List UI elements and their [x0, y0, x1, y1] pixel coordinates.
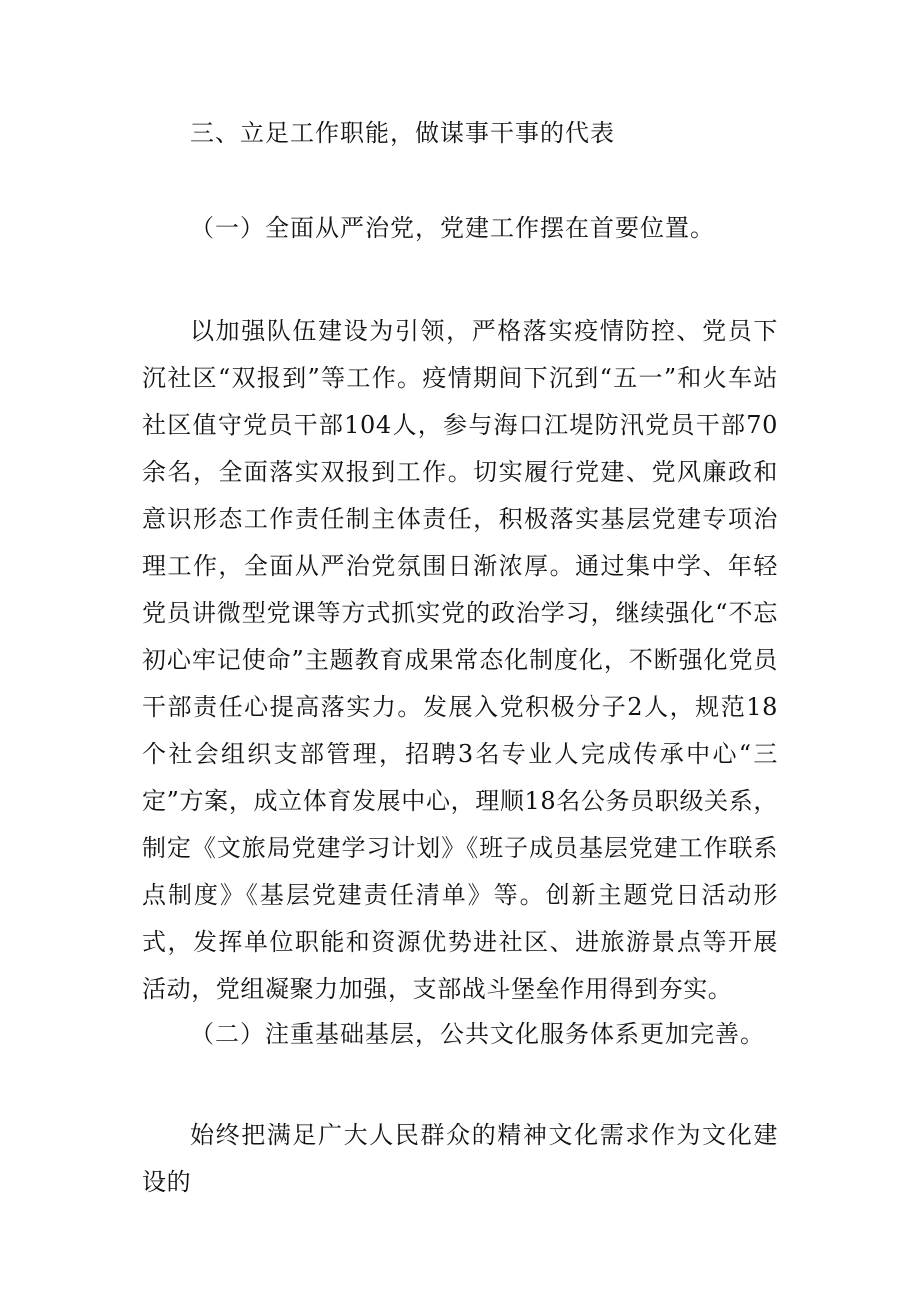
paragraph-1: 以加强队伍建设为引领，严格落实疫情防控、党员下沉社区“双报到”等工作。疫情期间下沉到“五一”和火车站社区值守党员干部104人，参与海口江堤防汛党员干部70余名，全面落实双报到工作。切实履行党建、党风廉政和意识形态工作责任制主体责任，积极落实基层党建专项治理工作，全面从严治党氛围日渐浓厚。通过集中学、年轻党员讲微型党课等方式抓实党的政治学习，继续强化“不忘初心牢记使命”主题教育成果常态化制度化，不断强化党员干部责任心提高落实力。发展入党积极分子2人，规范18个社会组织支部管理，招聘3名专业人完成传承中心“三定”方案，成立体育发展中心，理顺18名公务员职级关系，制定《文旅局党建学习计划》《班子成员基层党建工作联系点制度》《基层党建责任清单》等。创新主题党日活动形式，发挥单位职能和资源优势进社区、进旅游景点等开展活动，党组凝聚力加强，支部战斗堡垒作用得到夯实。 — [142, 317, 778, 1003]
section-heading: 三、立足工作职能，做谋事干事的代表 — [190, 119, 615, 147]
subheading-2: （二）注重基础基层，公共文化服务体系更加完善。 — [190, 1020, 765, 1048]
subheading-1: （一）全面从严治党，党建工作摆在首要位置。 — [190, 214, 715, 242]
paragraph-2: 始终把满足广大人民群众的精神文化需求作为文化建设的 — [142, 1121, 778, 1196]
